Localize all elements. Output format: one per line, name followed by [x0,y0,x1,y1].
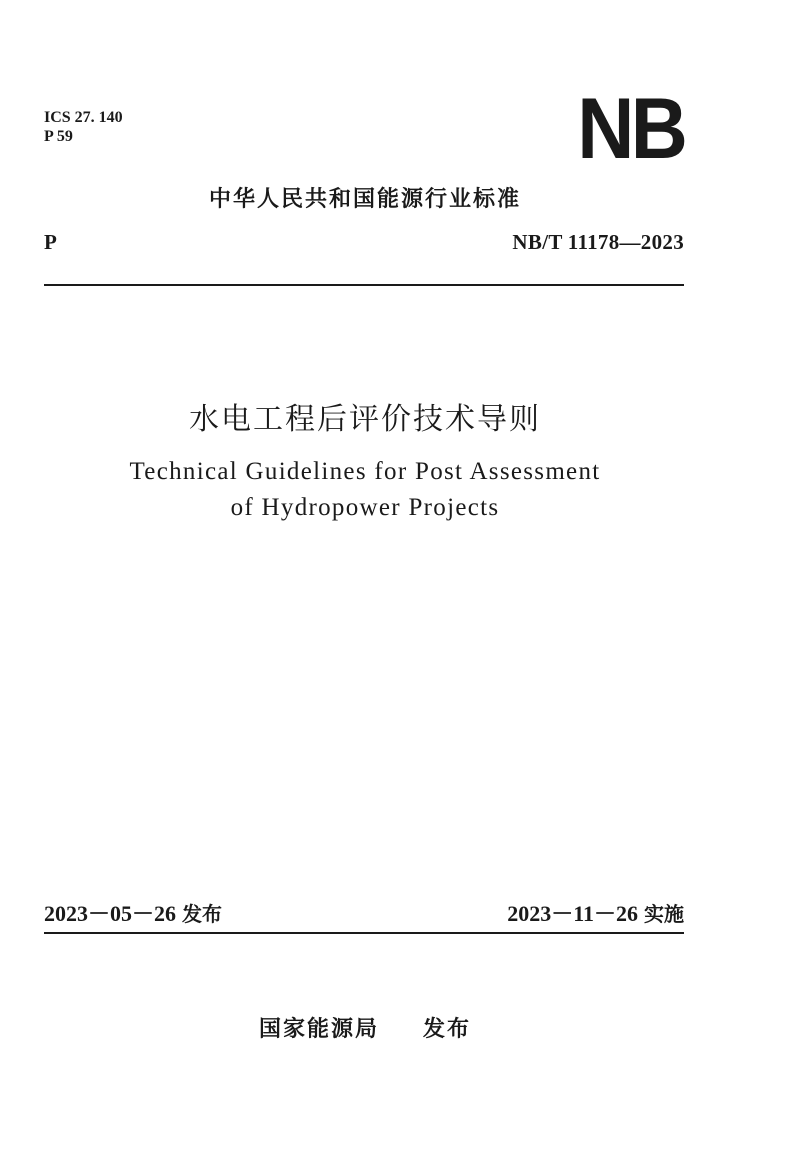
publisher-name: 国家能源局 [258,1017,379,1042]
issue-date-block [44,897,222,928]
effective-date-block [507,897,684,928]
footer-divider [44,932,684,934]
class-code: P [44,230,57,254]
title-english-line1: Technical Guidelines for Post Assessment [129,458,601,485]
ics-code: ICS 27. 140 [44,109,123,126]
effective-label: 实施 [644,902,684,926]
effective-date: 2023－11－26 [507,901,638,926]
publisher-block [0,1012,730,1043]
title-chinese: 水电工程后评价技术导则 [189,402,541,437]
classification-codes [44,108,123,146]
publish-label: 发布 [423,1017,472,1042]
standard-type: 中华人民共和国能源行业标准 [208,187,521,212]
title-english-line2: of Hydropower Projects [230,494,500,521]
standard-number: NB/T 11178—2023 [512,230,684,254]
nb-logo: NB [577,81,684,177]
issue-label: 发布 [182,902,223,926]
header-divider [44,284,684,286]
issue-date: 2023－05－26 [44,901,177,926]
ccs-code: P 59 [44,128,73,145]
